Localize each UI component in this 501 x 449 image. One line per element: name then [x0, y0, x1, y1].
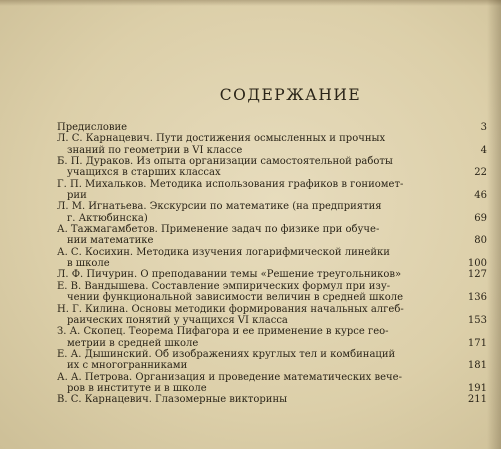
toc-entry: [57, 281, 487, 304]
toc-entry-line: ров в институте и в школе: [67, 382, 207, 394]
toc-entry: [57, 201, 487, 224]
toc-page-number: 171: [467, 337, 487, 349]
toc-entry: [57, 372, 487, 395]
toc-entry-line: метрии в средней школе: [67, 337, 199, 349]
toc-entry-line: нии математике: [67, 235, 154, 247]
toc-entry: [57, 224, 487, 247]
toc-entry: [57, 179, 487, 202]
toc-entry-line: их с многогранниками: [67, 360, 188, 372]
table-of-contents: [57, 122, 487, 406]
toc-entry-line: в школе: [67, 258, 110, 270]
toc-page-number: 69: [474, 212, 487, 224]
toc-entry: [57, 156, 487, 179]
toc-entry: [57, 247, 487, 270]
toc-page-number: 100: [467, 258, 487, 270]
toc-entry-line: Г. П. Михальков. Методика использования графиков в гониомет-: [57, 178, 404, 190]
toc-entry: [57, 133, 487, 156]
toc-entry-line: раических понятий у учащихся VI класса: [67, 314, 288, 326]
toc-entry: [57, 326, 487, 349]
toc-entry-line: Предисловие: [57, 122, 128, 133]
toc-entry-line: Л. Ф. Пичурин. О преподавании темы «Решение треугольников»: [57, 269, 402, 281]
toc-entry-line: А. Тажмагамбетов. Применение задач по физике при обуче-: [57, 224, 380, 236]
toc-entry-line: знаний по геометрии в VI классе: [67, 144, 243, 156]
toc-entry-line: учащихся в старших классах: [67, 167, 221, 179]
toc-entry-line: Л. С. Карнацевич. Пути достижения осмысленных и прочных: [57, 133, 386, 145]
toc-page-number: 3: [480, 122, 487, 133]
toc-entry: [57, 122, 487, 133]
page-spine-shadow: [487, 0, 501, 449]
toc-page-number: 153: [467, 314, 487, 326]
toc-entry-line: А. А. Петрова. Организация и проведение математических вече-: [57, 371, 402, 383]
toc-entry: [57, 304, 487, 327]
toc-page-number: 191: [467, 382, 487, 394]
toc-entry-line: Е. В. Вандышева. Составление эмпирических формул при изу-: [57, 280, 391, 292]
toc-entry-line: А. С. Косихин. Методика изучения логарифмической линейки: [57, 246, 390, 258]
toc-entry-line: В. С. Карнацевич. Глазомерные викторины: [57, 394, 288, 406]
toc-entry-line: г. Актюбинска): [67, 212, 148, 224]
toc-entry: [57, 394, 487, 405]
toc-page-number: 46: [474, 190, 487, 202]
toc-entry-line: Н. Г. Килина. Основы методики формирования начальных алгеб-: [57, 303, 404, 315]
page-title: СОДЕРЖАНИЕ: [219, 86, 362, 104]
toc-entry-line: Е. А. Дышинский. Об изображениях круглых тел и комбинаций: [57, 348, 396, 360]
toc-entry: [57, 269, 487, 280]
toc-page-number: 4: [480, 144, 487, 156]
toc-entry-line: Б. П. Дураков. Из опыта организации самостоятельной работы: [57, 156, 393, 168]
toc-page-number: 211: [467, 394, 487, 406]
toc-page-number: 22: [474, 167, 487, 179]
toc-page-number: 80: [474, 235, 487, 247]
toc-entry-line: чении функциональной зависимости величин в средней школе: [67, 292, 403, 304]
toc-entry-line: З. А. Скопец. Теорема Пифагора и ее применение в курсе гео-: [57, 326, 389, 338]
toc-entry-line: рии: [67, 190, 87, 202]
toc-page-number: 136: [467, 292, 487, 304]
toc-entry: [57, 349, 487, 372]
toc-page-number: 127: [467, 269, 487, 281]
toc-entry-line: Л. М. Игнатьева. Экскурсии по математике (на предприятия: [57, 201, 382, 213]
toc-page-number: 181: [467, 360, 487, 372]
page-top-shadow: [0, 0, 501, 6]
